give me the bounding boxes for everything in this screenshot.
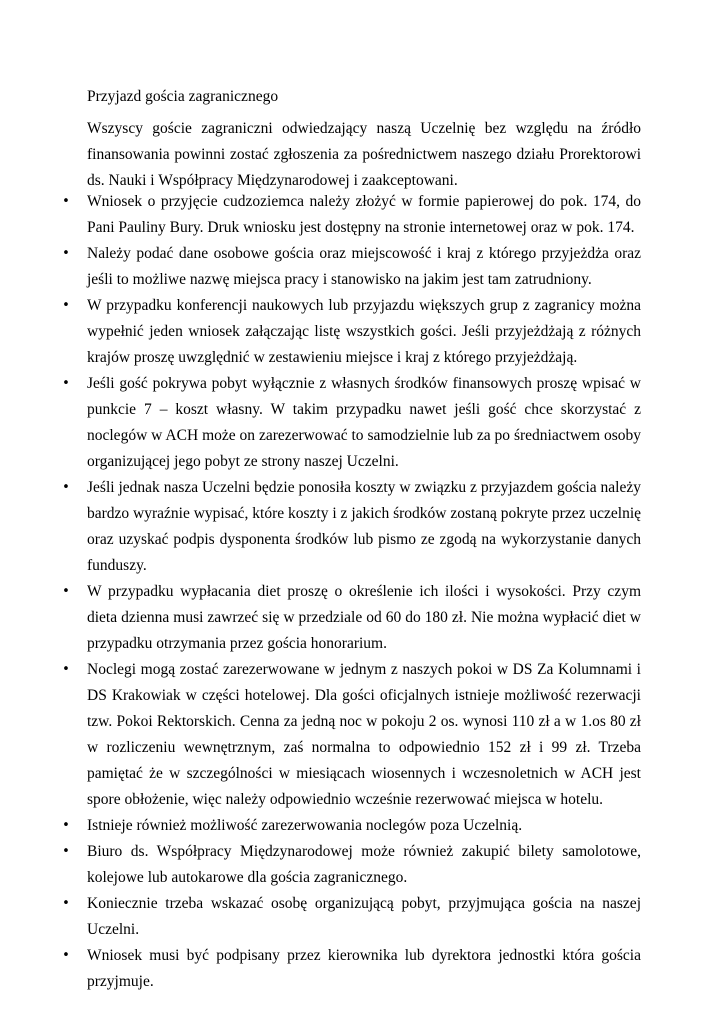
list-item <box>0 657 641 813</box>
list-item <box>0 371 641 475</box>
intro-paragraph: Wszyscy goście zagraniczni odwiedzający naszą Uczelnię bez względu na źródło finansowania powinni zostać zgłoszenia za pośrednictwem naszego działu Prorektorowi ds. Nauki i Współpracy Międzynarodowej i zaakceptowani. <box>87 120 641 189</box>
document-title: Przyjazd gościa zagranicznego <box>87 88 279 105</box>
bullet-icon: • <box>62 298 70 313</box>
bullet-icon: • <box>62 376 70 391</box>
bullet-icon: • <box>62 818 70 833</box>
list-item-text: Jeśli gość pokrywa pobyt wyłącznie z własnych środków finansowych proszę wpisać w punkcie 7 – koszt własny. W takim przypadku nawet jeśli gość chce skorzystać z noclegów w ACH może on zarezerwować to samodzielnie lub za po średniactwem osoby organizującej jego pobyt ze strony naszej Uczelni. <box>87 375 641 470</box>
bullet-icon: • <box>62 480 70 495</box>
list-item-text: Należy podać dane osobowe gościa oraz miejscowość i kraj z którego przyjeżdża oraz jeśli to możliwe nazwę miejsca pracy i stanowisko na jakim jest tam zatrudniony. <box>87 245 641 288</box>
list-item-text: Jeśli jednak nasza Uczelni będzie ponosiła koszty w związku z przyjazdem gościa należy bardzo wyraźnie wypisać, które koszty i z jakich środków zostaną pokryte przez uczelnię oraz uzyskać podpis dysponenta środków lub pismo ze zgodą na wykorzystanie danych funduszy. <box>87 479 641 574</box>
list-item <box>0 475 641 579</box>
list-item-text: W przypadku konferencji naukowych lub przyjazdu większych grup z zagranicy można wypełnić jeden wniosek załączając listę wszystkich gości. Jeśli przyjeżdżają z różnych krajów proszę uwzględnić w zestawieniu miejsce i kraj z którego przyjeżdżają. <box>87 297 641 366</box>
list-item <box>0 813 641 839</box>
list-item-text: Istnieje również możliwość zarezerwowania noclegów poza Uczelnią. <box>87 817 523 834</box>
bullet-list <box>0 189 725 995</box>
list-item <box>0 579 641 657</box>
list-item <box>0 293 641 371</box>
list-item-text: W przypadku wypłacania diet proszę o określenie ich ilości i wysokości. Przy czym dieta dzienna musi zawrzeć się w przedziale od 60 do 180 zł. Nie można wypłacić diet w przypadku otrzymania przez gościa honorarium. <box>87 583 641 652</box>
list-item-text: Wniosek o przyjęcie cudzoziemca należy złożyć w formie papierowej do pok. 174, do Pani Pauliny Bury. Druk wniosku jest dostępny na stronie internetowej oraz w pok. 174. <box>87 193 641 236</box>
list-item <box>0 943 641 995</box>
list-item <box>0 891 641 943</box>
list-item <box>0 839 641 891</box>
bullet-icon: • <box>62 662 70 677</box>
bullet-icon: • <box>62 246 70 261</box>
bullet-icon: • <box>62 896 70 911</box>
bullet-icon: • <box>62 584 70 599</box>
list-item-text: Biuro ds. Współpracy Międzynarodowej może również zakupić bilety samolotowe, kolejowe lub autokarowe dla gościa zagranicznego. <box>87 843 641 886</box>
bullet-icon: • <box>62 948 70 963</box>
list-item-text: Koniecznie trzeba wskazać osobę organizującą pobyt, przyjmująca gościa na naszej Uczelni. <box>87 895 641 938</box>
list-item-text: Wniosek musi być podpisany przez kierownika lub dyrektora jednostki która gościa przyjmuje. <box>87 947 641 990</box>
list-item <box>0 189 641 241</box>
list-item-text: Noclegi mogą zostać zarezerwowane w jednym z naszych pokoi w DS Za Kolumnami i DS Krakowiak w części hotelowej. Dla gości oficjalnych istnieje możliwość rezerwacji tzw. Pokoi Rektorskich. Cenna za jedną noc w pokoju 2 os. wynosi 110 zł a w 1.os 80 zł w rozliczeniu wewnętrznym, zaś normalna to odpowiednio 152 zł i 99 zł. Trzeba pamiętać że w szczególności w miesiącach wiosennych i wczesnoletnich w ACH jest spore obłożenie, więc należy odpowiednio wcześnie rezerwować miejsca w hotelu. <box>87 661 641 808</box>
bullet-icon: • <box>62 194 70 209</box>
list-item <box>0 241 641 293</box>
bullet-icon: • <box>62 844 70 859</box>
